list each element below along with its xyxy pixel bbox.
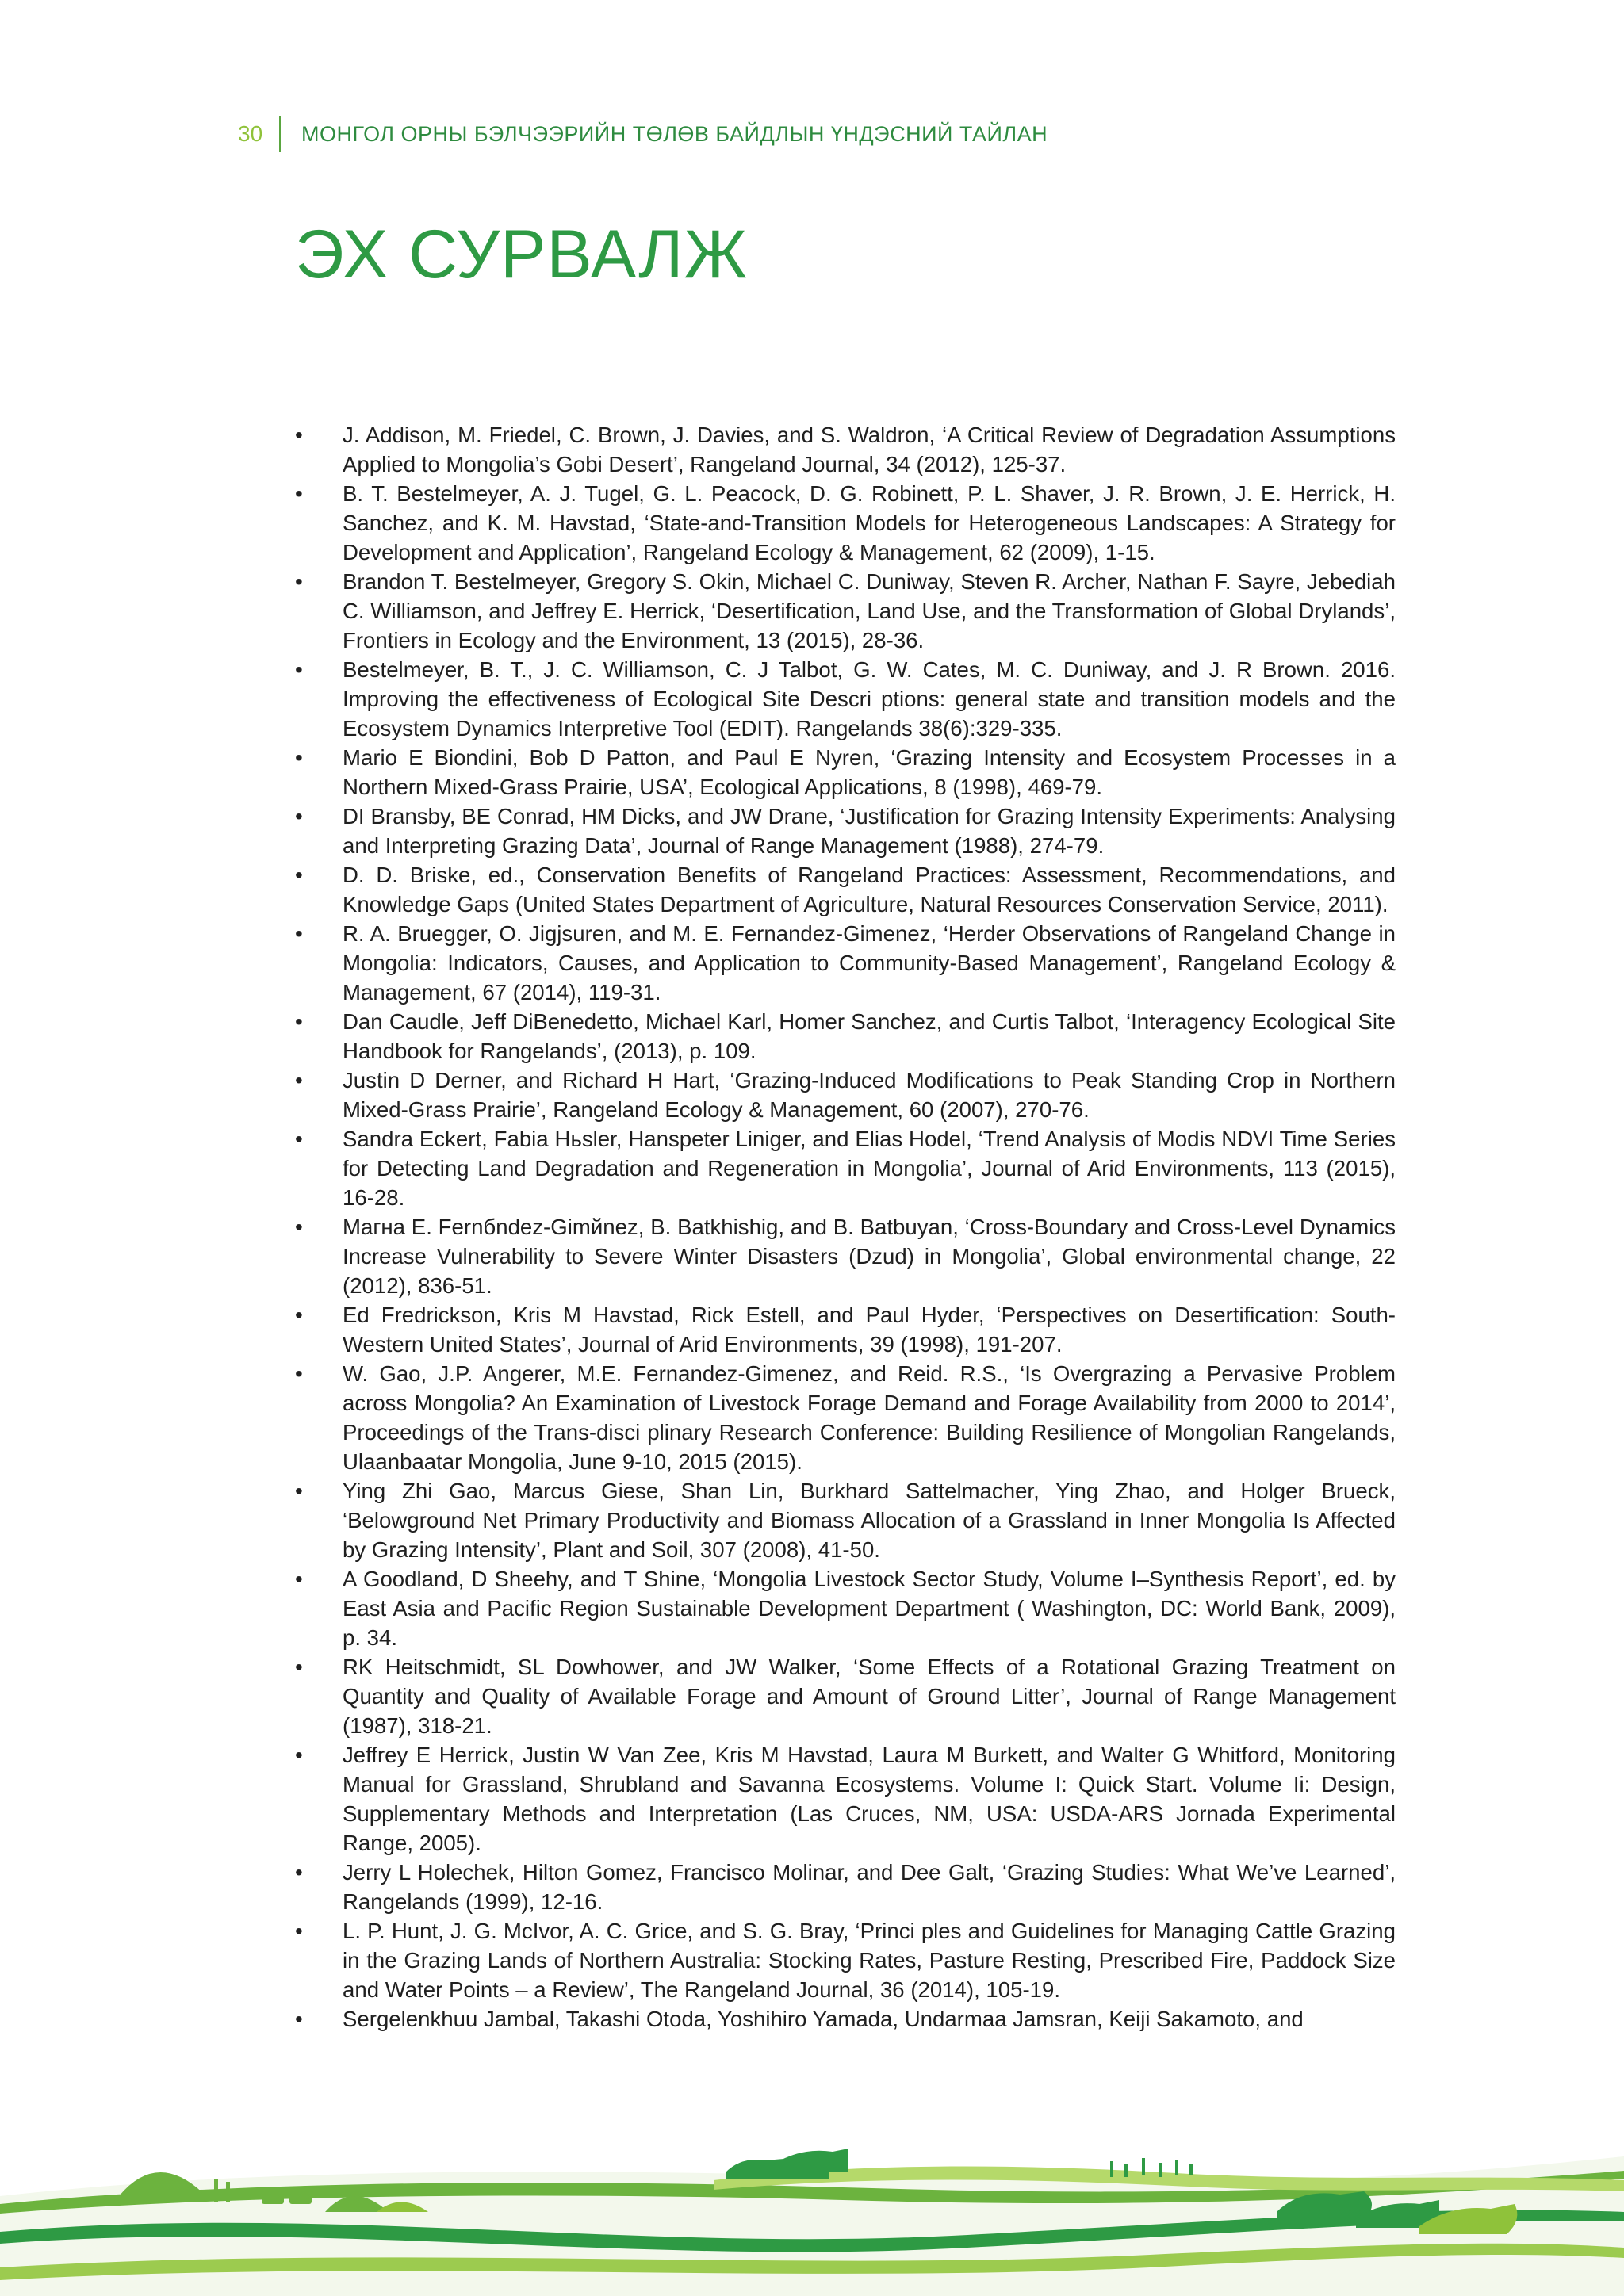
bullet-icon: • xyxy=(295,1215,303,1239)
reference-item xyxy=(293,1476,1396,1564)
bullet-icon: • xyxy=(295,921,303,946)
reference-text: Sandra Eckert, Fabia Hьsler, Hanspeter Liniger, and Elias Hodel, ‘Trend Analysis of Modis NDVI Time Series for Detecting Land Degradation and Regeneration in Mongolia’, Journal of Arid Environments, 113 (2015), 16-28. xyxy=(343,1127,1396,1210)
reference-text: L. P. Hunt, J. G. McIvor, A. C. Grice, and S. G. Bray, ‘Princi ples and Guidelines for Managing Cattle Grazing in the Grazing Lands of Northern Australia: Stocking Rates, Pasture Resting, Prescribed Fire, Paddock Size and Water Points – a Review’, The Rangeland Journal, 36 (2014), 105-19. xyxy=(343,1919,1396,2002)
reference-item xyxy=(293,2004,1396,2034)
reference-text: DI Bransby, BE Conrad, HM Dicks, and JW Drane, ‘Justification for Grazing Intensity Experiments: Analysing and Interpreting Grazing Data’, Journal of Range Management (1988), 274-79. xyxy=(343,804,1396,858)
page-number: 30 xyxy=(238,121,263,146)
reference-text: D. D. Briske, ed., Conservation Benefits of Rangeland Practices: Assessment, Recommendations, and Knowledge Gaps (United States Department of Agriculture, Natural Resources Conservation Service, 2011). xyxy=(343,863,1396,916)
reference-text: Sergelenkhuu Jambal, Takashi Otoda, Yoshihiro Yamada, Undarmaa Jamsran, Keiji Sakamoto, and xyxy=(343,2007,1304,2031)
reference-item xyxy=(293,802,1396,860)
bullet-icon: • xyxy=(295,1567,303,1591)
bullet-icon: • xyxy=(295,1009,303,1034)
reference-item xyxy=(293,1300,1396,1359)
bullet-icon: • xyxy=(295,1068,303,1093)
bullet-icon: • xyxy=(295,2007,303,2031)
reference-item xyxy=(293,1212,1396,1300)
reference-item xyxy=(293,655,1396,743)
reference-item xyxy=(293,420,1396,479)
reference-text: Mario E Biondini, Bob D Patton, and Paul E Nyren, ‘Grazing Intensity and Ecosystem Processes in a Northern Mixed-Grass Prairie, USA’, Ecological Applications, 8 (1998), 469-79. xyxy=(343,745,1396,799)
reference-text: A Goodland, D Sheehy, and T Shine, ‘Mongolia Livestock Sector Study, Volume I–Synthesis Report’, ed. by East Asia and Pacific Region Sustainable Development Department ( Washington, DC: World Bank, 2009), p. 34. xyxy=(343,1567,1396,1650)
grassland-footer-illustration xyxy=(0,2085,1624,2296)
running-header xyxy=(238,116,1048,152)
running-title: МОНГОЛ ОРНЫ БЭЛЧЭЭРИЙН ТӨЛӨВ БАЙДЛЫН ҮНДЭСНИЙ ТАЙЛАН xyxy=(301,121,1048,146)
reference-item xyxy=(293,1124,1396,1212)
bullet-icon: • xyxy=(295,1479,303,1503)
bullet-icon: • xyxy=(295,569,303,594)
bullet-icon: • xyxy=(295,1303,303,1327)
header-divider xyxy=(279,116,281,152)
reference-item xyxy=(293,1359,1396,1476)
bullet-icon: • xyxy=(295,481,303,506)
reference-item xyxy=(293,567,1396,655)
bullet-icon: • xyxy=(295,745,303,770)
reference-list xyxy=(293,420,1396,2034)
page-title: ЭХ СУРВАЛЖ xyxy=(295,216,748,293)
reference-text: J. Addison, M. Friedel, C. Brown, J. Davies, and S. Waldron, ‘A Critical Review of Degradation Assumptions Applied to Mongolia’s Gobi Desert’, Rangeland Journal, 34 (2012), 125-37. xyxy=(343,423,1396,476)
reference-text: W. Gao, J.P. Angerer, M.E. Fernandez-Gimenez, and Reid. R.S., ‘Is Overgrazing a Pervasive Problem across Mongolia? An Examination of Livestock Forage Demand and Forage Availability from 2000 to 2014’, Proceedings of the Trans-disci plinary Research Conference: Building Resilience of Mongolian Rangelands, Ulaanbaatar Mongolia, June 9-10, 2015 (2015). xyxy=(343,1361,1396,1474)
reference-item xyxy=(293,860,1396,919)
reference-item xyxy=(293,1916,1396,2004)
bullet-icon: • xyxy=(295,1127,303,1151)
reference-text: Brandon T. Bestelmeyer, Gregory S. Okin, Michael C. Duniway, Steven R. Archer, Nathan F. Sayre, Jebediah C. Williamson, and Jeffrey E. Herrick, ‘Desertification, Land Use, and the Transformation of Global Drylands’, Frontiers in Ecology and the Environment, 13 (2015), 28-36. xyxy=(343,569,1396,652)
reference-text: Bestelmeyer, B. T., J. C. Williamson, C. J Talbot, G. W. Cates, M. C. Duniway, and J. R Brown. 2016. Improving the effectiveness of Ecological Site Descri ptions: general state and transition models and the Ecosystem Dynamics Interpretive Tool (EDIT). Rangelands 38(6):329-335. xyxy=(343,657,1396,740)
bullet-icon: • xyxy=(295,804,303,828)
reference-item xyxy=(293,479,1396,567)
reference-text: Maгнa E. Fernбndez-Gimйnez, B. Batkhishig, and B. Batbuyan, ‘Cross-Boundary and Cross-Level Dynamics Increase Vulnerability to Severe Winter Disasters (Dzud) in Mongolia’, Global environmental change, 22 (2012), 836-51. xyxy=(343,1215,1396,1298)
reference-text: Dan Caudle, Jeff DiBenedetto, Michael Karl, Homer Sanchez, and Curtis Talbot, ‘Interagency Ecological Site Handbook for Rangelands’, (2013), p. 109. xyxy=(343,1009,1396,1063)
reference-text: B. T. Bestelmeyer, A. J. Tugel, G. L. Peacock, D. G. Robinett, P. L. Shaver, J. R. Brown, J. E. Herrick, H. Sanchez, and K. M. Havstad, ‘State-and-Transition Models for Heterogeneous Landscapes: A Strategy for Development and Application’, Rangeland Ecology & Management, 62 (2009), 1-15. xyxy=(343,481,1396,564)
reference-item xyxy=(293,1652,1396,1740)
reference-text: RK Heitschmidt, SL Dowhower, and JW Walker, ‘Some Effects of a Rotational Grazing Treatment on Quantity and Quality of Available Forage and Amount of Ground Litter’, Journal of Range Management (1987), 318-21. xyxy=(343,1655,1396,1738)
reference-text: Ying Zhi Gao, Marcus Giese, Shan Lin, Burkhard Sattelmacher, Ying Zhao, and Holger Brueck, ‘Belowground Net Primary Productivity and Biomass Allocation of a Grassland in Inner Mongolia Is Affected by Grazing Intensity’, Plant and Soil, 307 (2008), 41-50. xyxy=(343,1479,1396,1562)
reference-item xyxy=(293,743,1396,802)
bullet-icon: • xyxy=(295,657,303,682)
reference-item xyxy=(293,1007,1396,1066)
reference-text: Jeffrey E Herrick, Justin W Van Zee, Kris M Havstad, Laura M Burkett, and Walter G Whitford, Monitoring Manual for Grassland, Shrubland and Savanna Ecosystems. Volume I: Quick Start. Volume Ii: Design, Supplementary Methods and Interpretation (Las Cruces, NM, USA: USDA-ARS Jornada Experimental Range, 2005). xyxy=(343,1743,1396,1855)
reference-item xyxy=(293,1740,1396,1858)
bullet-icon: • xyxy=(295,1743,303,1767)
reference-text: Jerry L Holechek, Hilton Gomez, Francisco Molinar, and Dee Galt, ‘Grazing Studies: What We’ve Learned’, Rangelands (1999), 12-16. xyxy=(343,1860,1396,1914)
bullet-icon: • xyxy=(295,423,303,447)
reference-text: Justin D Derner, and Richard H Hart, ‘Grazing-Induced Modifications to Peak Standing Crop in Northern Mixed-Grass Prairie’, Rangeland Ecology & Management, 60 (2007), 270-76. xyxy=(343,1068,1396,1122)
reference-item xyxy=(293,1564,1396,1652)
bullet-icon: • xyxy=(295,1860,303,1885)
reference-text: Ed Fredrickson, Kris M Havstad, Rick Estell, and Paul Hyder, ‘Perspectives on Desertification: South-Western United States’, Journal of Arid Environments, 39 (1998), 191-207. xyxy=(343,1303,1396,1357)
bullet-icon: • xyxy=(295,1655,303,1679)
reference-item xyxy=(293,919,1396,1007)
bullet-icon: • xyxy=(295,863,303,887)
bullet-icon: • xyxy=(295,1361,303,1386)
bullet-icon: • xyxy=(295,1919,303,1943)
reference-item xyxy=(293,1066,1396,1124)
reference-item xyxy=(293,1858,1396,1916)
reference-text: R. A. Bruegger, O. Jigjsuren, and M. E. Fernandez-Gimenez, ‘Herder Observations of Rangeland Change in Mongolia: Indicators, Causes, and Application to Community-Based Management’, Rangeland Ecology & Management, 67 (2014), 119-31. xyxy=(343,921,1396,1004)
